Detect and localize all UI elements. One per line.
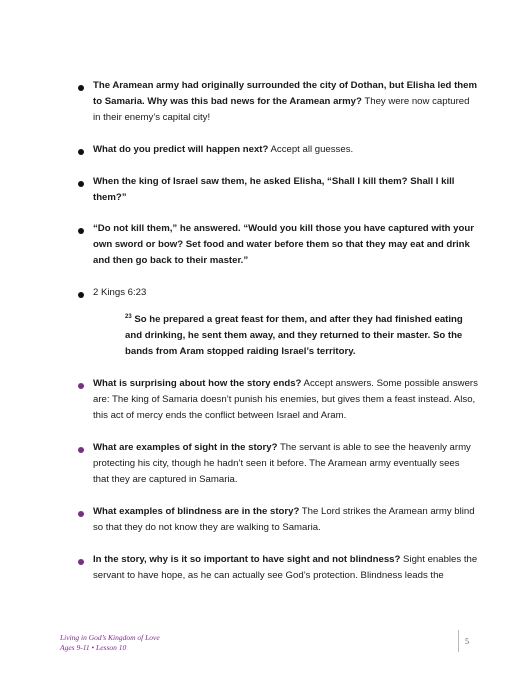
scripture-quote bbox=[125, 312, 480, 360]
question-sight-vs-blindness bbox=[93, 552, 478, 584]
answer-text: The servant is able to see the heavenly army protecting his city, though he hadn’t seen it before. The Aramean army eventually sees that they are captured in Samaria. bbox=[93, 442, 471, 485]
answer-text: The Lord strikes the Aramean army blind so that they do not know they are walking to Samaria. bbox=[93, 506, 475, 533]
bullet-icon bbox=[78, 559, 84, 565]
question-sight bbox=[93, 440, 478, 488]
footer-subtitle: Ages 9-11 • Lesson 10 bbox=[60, 643, 127, 652]
footer-title: Living in God’s Kingdom of Love bbox=[60, 633, 160, 642]
question-predict bbox=[93, 142, 478, 158]
question-text: What are examples of sight in the story? bbox=[93, 442, 278, 453]
question-surprising bbox=[93, 376, 478, 424]
bullet-icon bbox=[78, 149, 84, 155]
bullet-icon bbox=[78, 511, 84, 517]
answer-text: Accept all guesses. bbox=[268, 144, 354, 155]
quote-text: So he prepared a great feast for them, and after they had finished eating and drinking, he sent them away, and they returned to their master. So the bands from Aram stopped raiding Israel’s territory. bbox=[125, 314, 463, 357]
page-footer bbox=[60, 633, 160, 653]
bullet-icon bbox=[78, 292, 84, 298]
bullet-icon bbox=[78, 181, 84, 187]
scripture-text: “Do not kill them,” he answered. “Would you kill those you have captured with your own sword or bow? Set food and water before them so that they may eat and drink and then go back to their master.” bbox=[93, 223, 474, 266]
elisha-answer bbox=[93, 221, 478, 269]
question-text: What examples of blindness are in the story? bbox=[93, 506, 300, 517]
question-text: What do you predict will happen next? bbox=[93, 144, 269, 155]
bullet-icon bbox=[78, 85, 84, 91]
verse-number: 23 bbox=[125, 313, 132, 320]
answer-text: Accept answers. Some possible answers are: The king of Samaria doesn’t punish his enemies, but gives them a feast instead. Also, this act of mercy ends the conflict between Israel and Aram. bbox=[93, 378, 478, 421]
bullet-icon bbox=[78, 447, 84, 453]
question-aramean-army bbox=[93, 78, 478, 126]
reference-text: 2 Kings 6:23 bbox=[93, 287, 147, 298]
question-text: In the story, why is it so important to have sight and not blindness? bbox=[93, 554, 401, 565]
answer-text: Sight enables the servant to have hope, as he can actually see God’s protection. Blindness leads the bbox=[93, 554, 478, 581]
scripture-text: When the king of Israel saw them, he asked Elisha, “Shall I kill them? Shall I kill them?” bbox=[93, 176, 455, 203]
bullet-icon bbox=[78, 383, 84, 389]
page-number: 5 bbox=[465, 637, 469, 646]
question-blindness bbox=[93, 504, 478, 536]
question-text: The Aramean army had originally surrounded the city of Dothan, but Elisha led them to Samaria. Why was this bad news for the Aramean army? bbox=[93, 80, 477, 107]
question-text: What is surprising about how the story ends? bbox=[93, 378, 302, 389]
answer-text: They were now captured in their enemy’s capital city! bbox=[93, 96, 470, 123]
footer-divider bbox=[458, 630, 459, 652]
king-question bbox=[93, 174, 478, 206]
scripture-reference bbox=[93, 285, 478, 301]
bullet-icon bbox=[78, 228, 84, 234]
